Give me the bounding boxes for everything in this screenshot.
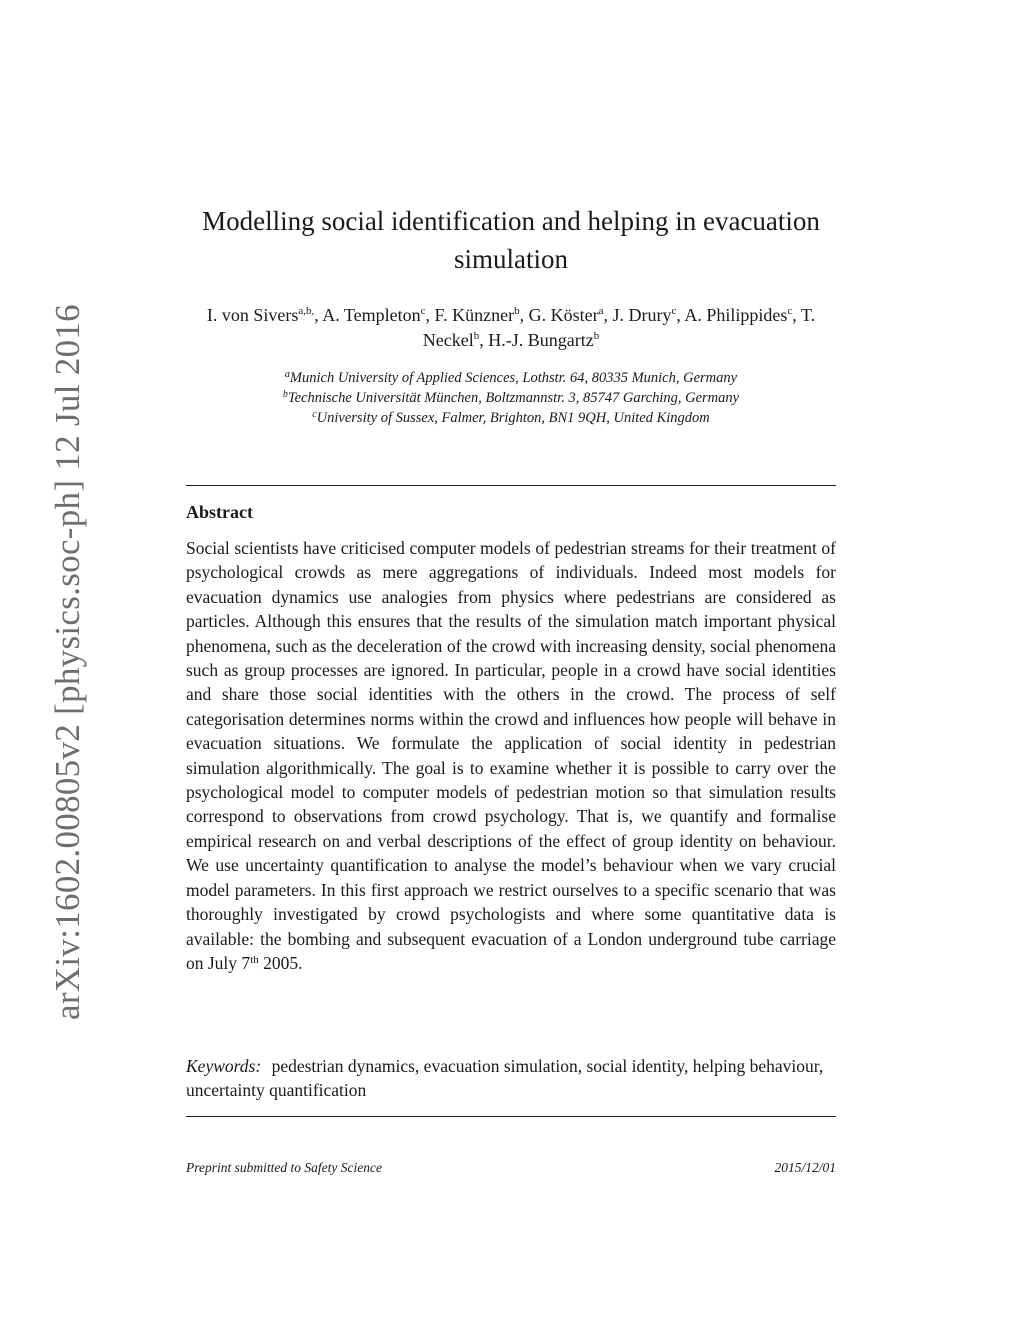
- affiliation-text: Munich University of Applied Sciences, Lothstr. 64, 80335 Munich, Germany: [289, 370, 738, 386]
- ordinal-suffix: th: [250, 953, 259, 966]
- author-affiliation-mark: c: [787, 305, 793, 317]
- keywords: [186, 1054, 836, 1103]
- top-divider: [186, 485, 836, 486]
- author-affiliation-mark: b: [593, 330, 600, 342]
- affiliation-line: [186, 388, 836, 408]
- preprint-date: 2015/12/01: [774, 1160, 836, 1175]
- affiliation-mark: a: [284, 369, 290, 380]
- author-affiliation-mark: b: [473, 330, 480, 342]
- author-name: A. Templeton: [322, 305, 421, 325]
- paper-title: Modelling social identification and helping in evacuation simulation: [202, 206, 820, 274]
- arxiv-identifier: arXiv:1602.00805v2 [physics.soc-ph] 12 Jul 2016: [48, 304, 87, 1020]
- author-name: I. von Sivers: [206, 305, 299, 325]
- preprint-note: Preprint submitted to Safety Science: [186, 1160, 382, 1175]
- abstract-paragraph: Social scientists have criticised computer models of pedestrian streams for their treatment of psychological crowds as mere aggregations of individuals. Indeed most models for evacuation dynamics use analogies from physics where pedestrians are considered as particles. Although this ensures that the results of the simulation match important physical phenomena, such as the deceleration of the crowd with increasing density, social phenomena such as group processes are ignored. In particular, people in a crowd have social identities and share those social identities with the others in the crowd. The process of self categorisation determines norms within the crowd and influences how people will behave in evacuation situations. We formulate the application of social identity in pedestrian simulation algorithmically. The goal is to examine whether it is possible to carry over the psychological model to computer models of pedestrian motion so that simulation results correspond to observations from crowd psychology. That is, we quantify and formalise empirical research on and verbal descriptions of the effect of group identity on behaviour. We use uncertainty quantification to analyse the model’s behaviour when we vary crucial model parameters. In this first approach we restrict ourselves to a specific scenario that was thoroughly investigated by crowd psychologists and where some quantitative data is available: the bombing and subsequent evacuation of a London underground tube carriage on July 7: [186, 538, 836, 973]
- author-name: A. Philippides: [684, 305, 788, 325]
- author-affiliation-mark: c: [420, 305, 426, 317]
- author-name: F. Künzner: [434, 305, 515, 325]
- affiliation-text: University of Sussex, Falmer, Brighton, BN1 9QH, United Kingdom: [316, 410, 710, 426]
- affiliation-line: [186, 408, 836, 428]
- abstract-end: 2005.: [258, 952, 303, 973]
- author-name: T. Neckel: [422, 305, 816, 350]
- author-name: H.-J. Bungartz: [488, 330, 594, 350]
- author-affiliation-mark: a: [598, 305, 604, 317]
- abstract-text: [186, 536, 836, 975]
- author-list: I. von Sivers$^{a,b,}$, A. Templeton$^c$, F. Künzner$^b$, G. Köster$^a$, J. Drury$^c$, A. Philippides$^c$, T. Neckel$^b$, H.-J. Bungartz$^b$: [206, 305, 816, 350]
- bottom-divider: [186, 1116, 836, 1117]
- affiliation-line: [186, 368, 836, 388]
- abstract-heading: Abstract: [186, 502, 253, 522]
- affiliation-list: [186, 368, 836, 428]
- affiliation-text: Technische Universität München, Boltzmannstr. 3, 85747 Garching, Germany: [287, 390, 740, 406]
- affiliation-mark: c: [312, 409, 317, 420]
- author-name: J. Drury: [612, 305, 672, 325]
- footer: [186, 1160, 836, 1180]
- keywords-label: Keywords:: [186, 1056, 262, 1076]
- keywords-text: pedestrian dynamics, evacuation simulation, social identity, helping behaviour, uncertainty quantification: [186, 1056, 824, 1101]
- author-affiliation-mark: b: [514, 305, 520, 317]
- author-affiliation-mark: c: [671, 305, 677, 317]
- author-name: G. Köster: [528, 305, 599, 325]
- affiliation-mark: b: [282, 389, 288, 400]
- author-affiliation-mark: a,b,: [298, 305, 315, 317]
